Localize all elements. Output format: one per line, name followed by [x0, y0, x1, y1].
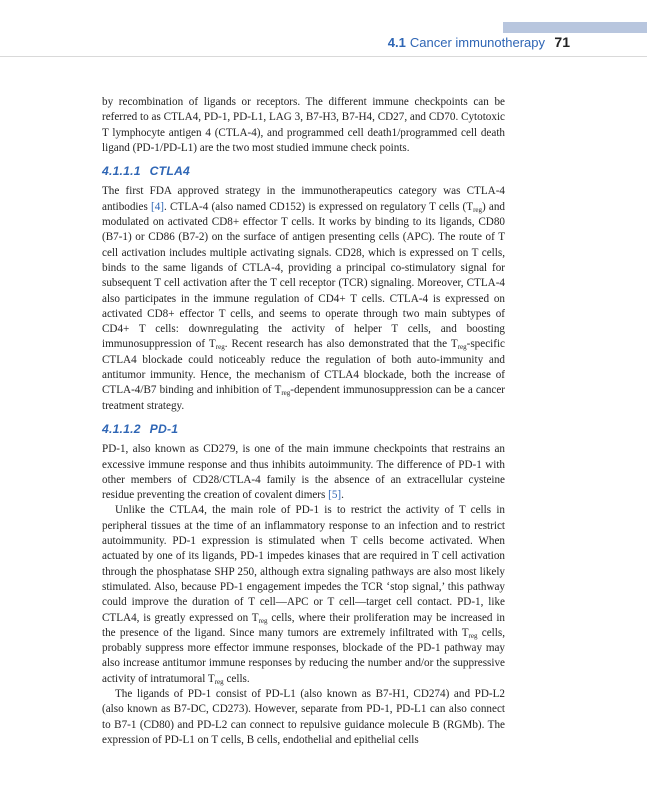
section-heading-ctla4	[102, 164, 505, 179]
subscript-reg: reg	[468, 631, 478, 640]
subscript-reg: reg	[281, 389, 291, 398]
subscript-reg: reg	[457, 343, 467, 352]
section-title: PD-1	[149, 421, 179, 436]
text-run: .	[341, 489, 344, 502]
text-run: cells.	[223, 672, 250, 685]
intro-paragraph: by recombination of ligands or receptors. The different immune checkpoints can be referred to as CTLA4, PD-1, PD-L1, LAG 3, B7-H3, B7-H4, CD27, and CD70. Cytotoxic T lymphocyte antigen 4 (CTLA-4), and programmed cell death1/programmed cell death ligand (PD-1/PD-L1) are the two most studied immune check points.	[102, 96, 505, 154]
pd1-paragraph-1	[102, 442, 505, 503]
page-body	[102, 95, 505, 748]
section-title: CTLA4	[149, 164, 190, 179]
text-run: . Recent research has also demonstrated that the T	[224, 338, 458, 351]
section-heading-pd1	[102, 422, 505, 437]
ctla4-paragraph	[102, 184, 505, 413]
page-number: 71	[554, 34, 570, 50]
citation-link[interactable]: [5]	[328, 489, 342, 502]
text-run: ) and modulated on activated CD8+ effector T cells. It works by binding to its ligands, CD80 (B7-1) or CD86 (B7-2) on the surface of antigen presenting cells (APC). The route of T cell activation includes multiple activating signals. CD28, which is expressed on T cells, binds to the same ligands of CTLA-4, providing a principal co-stimulatory signal for subsequent T cell activation after the T cell receptor (TCR) signaling. Moreover, CTLA-4 also participates in the immune regulation of CD4+ T cells. CTLA-4 is expressed on activated CD8+ effector T cells, and seems to operate through two main subtypes of CD4+ T cells: downregulating the activity of helper T cells, and boosting immunosuppression of T	[102, 200, 505, 351]
text-run: -specific CTLA4 blockade could noticeably reduce the regulation of both auto-immunity and antitumor immunity. Hence, the mechanism of CTLA4 blockade, both the increase of CTLA-4/B7 binding and inhibition of T	[102, 338, 505, 397]
section-number: 4.1.1.1	[102, 164, 141, 179]
subscript-reg: reg	[215, 343, 225, 352]
citation-link[interactable]: [4]	[150, 200, 164, 213]
text-run: cells, where their proliferation may be increased in the presence of the ligand. Since many tumors are extremely infiltrated with T	[102, 611, 505, 639]
running-head-section-title: Cancer immunotherapy	[409, 35, 545, 50]
text-run: -dependent immunosuppression can be a cancer treatment strategy.	[102, 384, 505, 412]
running-head	[0, 35, 545, 50]
pd1-paragraph-3: The ligands of PD-1 consist of PD-L1 (also known as B7-H1, CD274) and PD-L2 (also known as B7-DC, CD273). However, separate from PD-1, PD-L1 can also connect to B7-1 (CD80) and PD-L2 can connect to repulsive guidance molecule B (RGMb). The expression of PD-L1 on T cells, B cells, endothelial and epithelial cells	[102, 687, 505, 746]
text-run: cells, probably suppress more effector immune responses, blockade of the PD-1 pathway may also increase antitumor immune responses by reducing the number and/or the suppressive activity of intratumoral T	[102, 626, 505, 685]
text-run: The first FDA approved strategy in the immunotherapeutics category was CTLA-4 antibodies	[102, 185, 505, 213]
section-number: 4.1.1.2	[102, 421, 141, 436]
running-head-section-number: 4.1	[387, 35, 406, 50]
header-color-bar	[503, 22, 647, 33]
subscript-reg: reg	[473, 205, 483, 214]
subscript-reg: reg	[258, 616, 268, 625]
text-run: Unlike the CTLA4, the main role of PD-1 is to restrict the activity of T cells in peripheral tissues at the time of an inflammatory response to an infection and to restrict autoimmunity. PD-1 expression is stimulated when T cells become activated. When actuated by one of its ligands, PD-1 impedes kinases that are required in T cell activation through the phosphatase SHP 250, although extra signaling pathways are also most likely stimulated. Also, because PD-1 engagement impedes the TCR ‘stop signal,’ this pathway could improve the duration of T cell—APC or T cell—target cell contact. PD-1, like CTLA4, is greatly expressed on T	[102, 504, 505, 624]
subscript-reg: reg	[214, 677, 224, 686]
text-run: . CTLA-4 (also named CD152) is expressed on regulatory T cells (T	[163, 200, 474, 213]
pd1-paragraph-2	[102, 503, 505, 687]
text-run: PD-1, also known as CD279, is one of the main immune checkpoints that restrains an excessive immune response and thus inhibits autoimmunity. The difference of PD-1 with other members of CD28/CTLA-4 family is the absence of an extracellular cysteine residue preventing the creation of covalent dimers	[102, 443, 505, 502]
header-rule	[0, 56, 647, 57]
